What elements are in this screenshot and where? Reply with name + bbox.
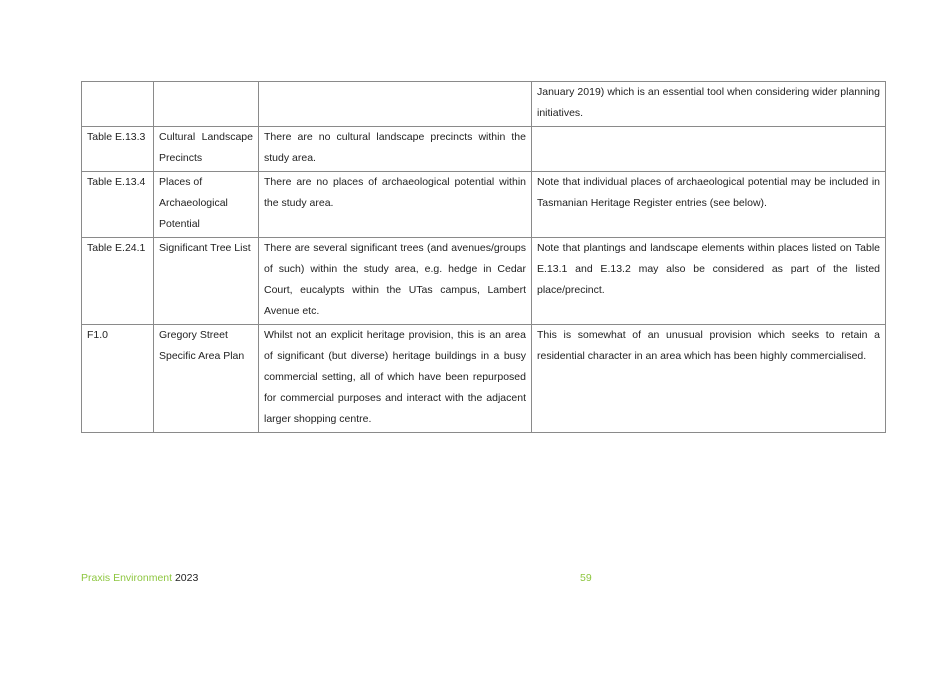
- table-row: [82, 82, 886, 127]
- provision-ref-cell: [82, 82, 154, 127]
- table-row: [82, 325, 886, 433]
- provision-description-cell: Whilst not an explicit heritage provision, this is an area of significant (but diverse) heritage buildings in a busy commercial setting, all of which have been repurposed for commercial purposes and interact with the adjacent larger shopping centre.: [259, 325, 532, 433]
- provision-notes-cell: Note that plantings and landscape elements within places listed on Table E.13.1 and E.13.2 may also be considered as part of the listed place/precinct.: [532, 238, 886, 325]
- provision-notes-cell: Note that individual places of archaeological potential may be included in Tasmanian Heritage Register entries (see below).: [532, 172, 886, 238]
- provision-description-cell: There are no places of archaeological potential within the study area.: [259, 172, 532, 238]
- provision-name-cell: Gregory Street Specific Area Plan: [154, 325, 259, 433]
- provision-notes-cell: This is somewhat of an unusual provision which seeks to retain a residential character in an area which has been highly commercialised.: [532, 325, 886, 433]
- provision-description-cell: [259, 82, 532, 127]
- provision-name-cell: Cultural Landscape Precincts: [154, 127, 259, 172]
- footer-year: 2023: [174, 572, 199, 584]
- provision-name-cell: [154, 82, 259, 127]
- provision-ref-cell: Table E.13.3: [82, 127, 154, 172]
- table-row: [82, 172, 886, 238]
- provision-description-cell: There are several significant trees (and avenues/groups of such) within the study area, e.g. hedge in Cedar Court, eucalypts within the UTas campus, Lambert Avenue etc.: [259, 238, 532, 325]
- footer-credit: [81, 571, 198, 585]
- table-row: [82, 127, 886, 172]
- provision-notes-cell: [532, 127, 886, 172]
- provision-notes-cell: January 2019) which is an essential tool when considering wider planning initiatives.: [532, 82, 886, 127]
- provision-name-cell: Places of Archaeological Potential: [154, 172, 259, 238]
- provision-ref-cell: Table E.24.1: [82, 238, 154, 325]
- provision-description-cell: There are no cultural landscape precincts within the study area.: [259, 127, 532, 172]
- provision-name-cell: Significant Tree List: [154, 238, 259, 325]
- page-number: 59: [580, 572, 592, 584]
- provision-ref-cell: F1.0: [82, 325, 154, 433]
- footer-brand: Praxis Environment: [81, 572, 173, 584]
- provision-ref-cell: Table E.13.4: [82, 172, 154, 238]
- table-row: [82, 238, 886, 325]
- heritage-provisions-table: [81, 81, 886, 433]
